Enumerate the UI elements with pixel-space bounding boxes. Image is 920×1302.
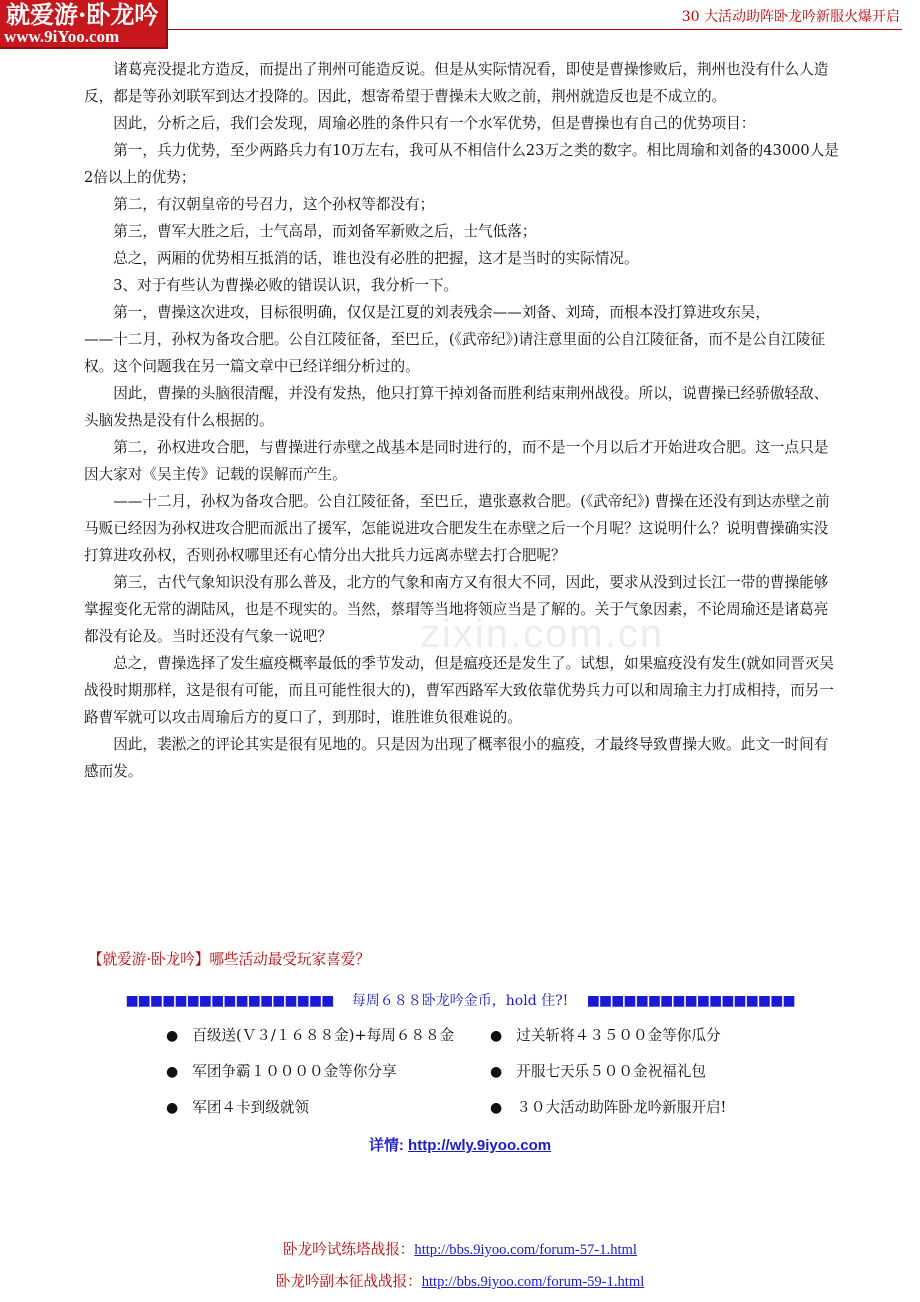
report-line xyxy=(0,1238,920,1259)
feature-item xyxy=(490,1096,726,1117)
report-line xyxy=(0,1270,920,1291)
report-link[interactable]: http://bbs.9iyoo.com/forum-57-1.html xyxy=(414,1242,637,1258)
article-paragraph: ——十二月，孙权为备攻合肥。公自江陵征备，至巴丘，遣张憙救合肥。(《武帝纪》) 曹操在还没有到达赤壁之前马贩已经因为孙权进攻合肥而派出了援军，怎能说进攻合肥发生在赤壁之后一个月呢？这说明什么？说明曹操确实没打算进攻孙权，否则孙权哪里还有心情分出大批兵力远离赤壁去打合肥呢？ xyxy=(84,493,830,564)
feature-label: 开服七天乐５００金祝福礼包 xyxy=(516,1063,706,1080)
site-logo[interactable] xyxy=(0,0,168,49)
feature-item xyxy=(490,1060,706,1081)
article-body xyxy=(84,56,840,785)
feature-label: 军团４卡到级就领 xyxy=(192,1099,309,1116)
bullet-icon: ● xyxy=(166,1028,179,1044)
feature-item xyxy=(166,1096,309,1117)
feature-label: 军团争霸１００００金等你分享 xyxy=(192,1063,397,1080)
promo-question: 【就爱游·卧龙吟】哪些活动最受玩家喜爱？ xyxy=(88,951,370,968)
article-paragraph: 总之，两厢的优势相互抵消的话，谁也没有必胜的把握，这才是当时的实际情况。 xyxy=(113,250,639,267)
feature-label: 过关斩将４３５００金等你瓜分 xyxy=(516,1027,721,1044)
details-link[interactable]: http://wly.9iyoo.com xyxy=(408,1137,552,1154)
article-paragraph: 因此，裴淞之的评论其实是很有见地的。只是因为出现了概率很小的瘟疫，才最终导致曹操大败。此文一时间有感而发。 xyxy=(84,736,829,780)
article-paragraph: 3、对于有些认为曹操必败的错误认识，我分析一下。 xyxy=(113,277,459,294)
details-label: 详情: xyxy=(368,1137,404,1154)
article-paragraph: 第一，曹操这次进攻，目标很明确，仅仅是江夏的刘表残余——刘备、刘琦，而根本没打算进攻东吴， xyxy=(113,304,770,321)
bullet-icon: ● xyxy=(490,1028,503,1044)
article-paragraph: 因此，曹操的头脑很清醒，并没有发热，他只打算干掉刘备而胜利结束荆州战役。所以，说曹操已经骄傲轻敌、头脑发热是没有什么根据的。 xyxy=(84,385,829,429)
feature-item xyxy=(166,1060,397,1081)
feature-item xyxy=(166,1024,454,1045)
details-line xyxy=(0,1134,920,1155)
watermark: zixin.com.cn xyxy=(420,612,665,656)
header-promo-text: 30 大活动助阵卧龙吟新服火爆开启 xyxy=(681,9,900,25)
logo-title: 就爱游·卧龙吟 xyxy=(6,0,159,29)
report-link[interactable]: http://bbs.9iyoo.com/forum-59-1.html xyxy=(421,1274,645,1290)
promo-banner xyxy=(0,990,920,1010)
article-paragraph: ——十二月，孙权为备攻合肥。公自江陵征备，至巴丘，(《武帝纪》)请注意里面的公自江陵征备，而不是公自江陵征权。这个问题我在另一篇文章中已经详细分析过的。 xyxy=(84,331,826,375)
banner-bar-left: ■■■■■■■■■■■■■■■■■ xyxy=(125,993,334,1009)
article-paragraph: 诸葛亮没提北方造反，而提出了荆州可能造反说。但是从实际情况看，即使是曹操惨败后，荆州也没有什么人造反，都是等孙刘联军到达才投降的。因此，想寄希望于曹操未大败之前，荆州就造反也是不成立的。 xyxy=(84,61,829,105)
article-paragraph: 总之，曹操选择了发生瘟疫概率最低的季节发动，但是瘟疫还是发生了。试想，如果瘟疫没有发生(就如同晋灭吴战役时期那样，这是很有可能，而且可能性很大的)，曹军西路军大致依靠优势兵力可以和周瑜主力打成相持，而另一路曹军就可以攻击周瑜后方的夏口了，到那时，谁胜谁负很难说的。 xyxy=(84,655,834,726)
bullet-icon: ● xyxy=(166,1064,179,1080)
feature-item xyxy=(490,1024,721,1045)
banner-text: 每周６８８卧龙吟金币，hold 住?! xyxy=(351,993,569,1009)
article-paragraph: 第二，有汉朝皇帝的号召力，这个孙权等都没有； xyxy=(113,196,435,213)
header-divider xyxy=(168,29,902,30)
logo-url: www.9iYoo.com xyxy=(4,27,120,46)
article-paragraph: 因此，分析之后，我们会发现，周瑜必胜的条件只有一个水军优势，但是曹操也有自己的优势项目： xyxy=(113,115,756,132)
bullet-icon: ● xyxy=(166,1100,179,1116)
feature-label: 百级送(Ｖ３/１６８８金)+每周６８８金 xyxy=(192,1027,455,1044)
article-paragraph: 第一，兵力优势，至少两路兵力有10万左右，我可从不相信什么23万之类的数字。相比周瑜和刘备的43000人是2倍以上的优势； xyxy=(84,142,839,186)
feature-label: ３０大活动助阵卧龙吟新服开启! xyxy=(516,1099,727,1116)
article-paragraph: 第三，古代气象知识没有那么普及，北方的气象和南方又有很大不同，因此，要求从没到过长江一带的曹操能够掌握变化无常的湖陆风，也是不现实的。当然，蔡瑁等当地将领应当是了解的。关于气象因素，不论周瑜还是诸葛亮都没有论及。当时还没有气象一说吧？ xyxy=(84,574,829,645)
bullet-icon: ● xyxy=(490,1064,503,1080)
bullet-icon: ● xyxy=(490,1100,503,1116)
article-paragraph: 第二，孙权进攻合肥，与曹操进行赤壁之战基本是同时进行的，而不是一个月以后才开始进攻合肥。这一点只是因大家对《吴主传》记载的误解而产生。 xyxy=(84,439,829,483)
report-label: 卧龙吟副本征战战报： xyxy=(275,1273,422,1290)
report-label: 卧龙吟试练塔战报： xyxy=(283,1241,415,1258)
banner-bar-right: ■■■■■■■■■■■■■■■■■ xyxy=(586,993,795,1009)
article-paragraph: 第三，曹军大胜之后，士气高昂，而刘备军新败之后，士气低落； xyxy=(113,223,537,240)
